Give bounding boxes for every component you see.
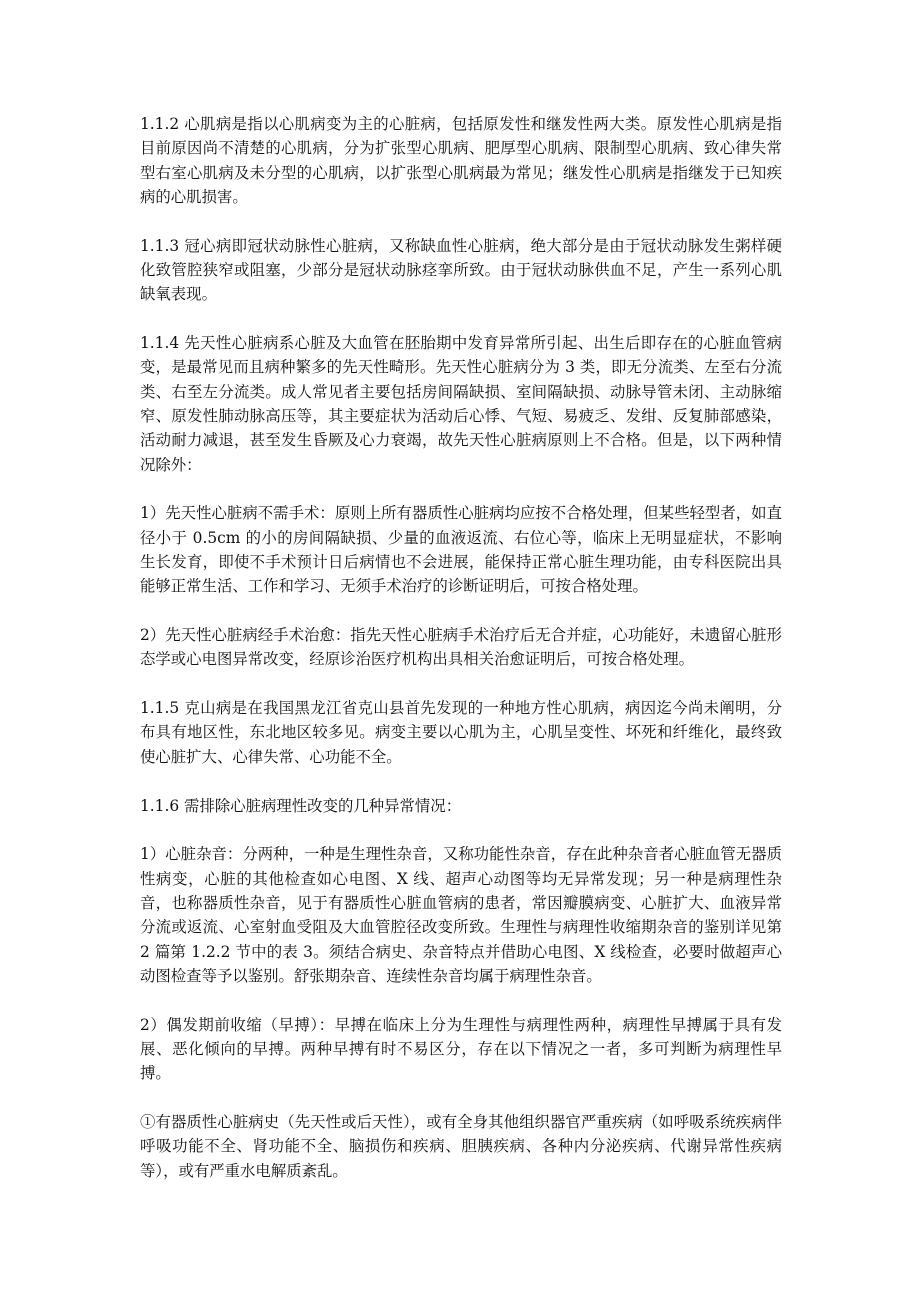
paragraph-1-1-3: 1.1.3 冠心病即冠状动脉性心脏病，又称缺血性心脏病，绝大部分是由于冠状动脉发生粥样硬化致管腔狭窄或阻塞，少部分是冠状动脉痉挛所致。由于冠状动脉供血不足，产生一系列心肌缺氧表现。: [140, 236, 782, 304]
paragraph-exception-1: 1）先天性心脏病不需手术：原则上所有器质性心脏病均应按不合格处理，但某些轻型者，如直径小于 0.5cm 的小的房间隔缺损、少量的血液返流、右位心等，临床上无明显症状，不影响生长发育，即使不手术预计日后病情也不会进展，能保持正常心脏生理功能，由专科医院出具能够正常生活、工作和学习、无须手术治疗的诊断证明后，可按合格处理。: [140, 504, 782, 596]
paragraph-criterion-1: ①有器质性心脏病史（先天性或后天性），或有全身其他组织器官严重疾病（如呼吸系统疾病伴呼吸功能不全、肾功能不全、脑损伤和疾病、胆胰疾病、各种内分泌疾病、代谢异常性疾病等），或有严重水电解质紊乱。: [140, 1113, 782, 1180]
paragraph-heart-murmur: 1）心脏杂音：分两种，一种是生理性杂音，又称功能性杂音，存在此种杂音者心脏血管无器质性病变，心脏的其他检查如心电图、X 线、超声心动图等均无异常发现；另一种是病理性杂音，也称器质性杂音，见于有器质性心脏血管病的患者，常因瓣膜病变、心脏扩大、血液异常分流或返流、心室射血受阻及大血管腔径改变所致。生理性与病理性收缩期杂音的鉴别详见第 2 篇第 1.2.2 节中的表 3。须结合病史、杂音特点并借助心电图、X 线检查，必要时做超声心动图检查等予以鉴别。舒张期杂音、连续性杂音均属于病理性杂音。: [140, 845, 782, 985]
paragraph-exception-2: 2）先天性心脏病经手术治愈：指先天性心脏病手术治疗后无合并症，心功能好，未遗留心脏形态学或心电图异常改变，经原诊治医疗机构出具相关治愈证明后，可按合格处理。: [140, 626, 782, 669]
paragraph-1-1-2: 1.1.2 心肌病是指以心肌病变为主的心脏病，包括原发性和继发性两大类。原发性心肌病是指目前原因尚不清楚的心肌病，分为扩张型心肌病、肥厚型心肌病、限制型心肌病、致心律失常型右室心肌病及未分型的心肌病，以扩张型心肌病最为常见；继发性心肌病是指继发于已知疾病的心肌损害。: [140, 115, 782, 206]
paragraph-1-1-6: 1.1.6 需排除心脏病理性改变的几种异常情况：: [140, 796, 462, 815]
document-body: [140, 112, 782, 1207]
paragraph-premature-beat: 2）偶发期前收缩（早搏）：早搏在临床上分为生理性与病理性两种，病理性早搏属于具有发展、恶化倾向的早搏。两种早搏有时不易区分，存在以下情况之一者，多可判断为病理性早搏。: [140, 1015, 782, 1083]
paragraph-1-1-4: 1.1.4 先天性心脏病系心脏及大血管在胚胎期中发育异常所引起、出生后即存在的心脏血管病变，是最常见而且病种繁多的先天性畸形。先天性心脏病分为 3 类，即无分流类、左至右分流类、右至左分流类。成人常见者主要包括房间隔缺损、室间隔缺损、动脉导管未闭、主动脉缩窄、原发性肺动脉高压等，其主要症状为活动后心悸、气短、易疲乏、发绀、反复肺部感染，活动耐力减退，甚至发生昏厥及心力衰竭，故先天性心脏病原则上不合格。但是，以下两种情况除外：: [140, 334, 782, 474]
paragraph-1-1-5: 1.1.5 克山病是在我国黑龙江省克山县首先发现的一种地方性心肌病，病因迄今尚未阐明，分布具有地区性，东北地区较多见。病变主要以心肌为主，心肌呈变性、坏死和纤维化，最终致使心脏扩大、心律失常、心功能不全。: [140, 699, 782, 766]
